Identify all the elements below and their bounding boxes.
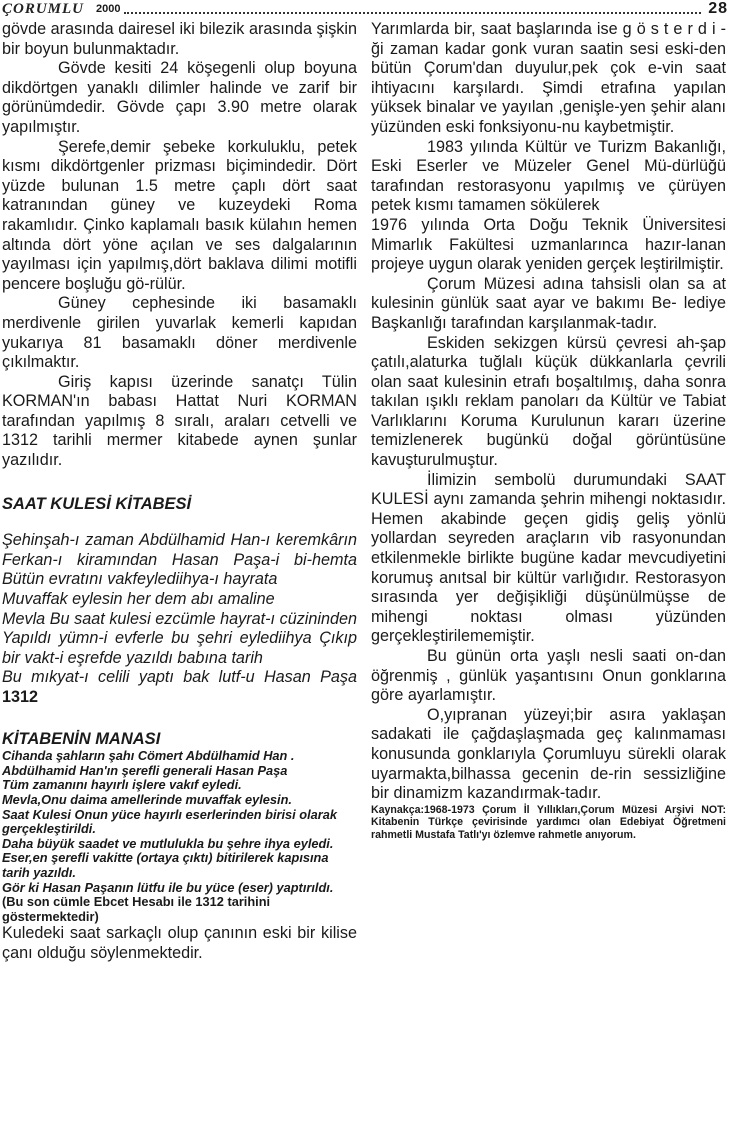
- manas-line: Mevla,Onu daima amellerinde muvaffak eylesin.: [2, 791, 292, 807]
- page-header: [0, 0, 731, 20]
- body-paragraph: İlimizin sembolü durumundaki SAAT KULESİ aynı zamanda şehrin mihengi noktasıdır. Hemen akabinde geçen gidiş geliş yönlü yollardan seyreden araçların vib rasyonundan etkilenmekle birlikte bugüne kadar mevcudiyetini korumuş anıtsal bir kültür varlığıdır. Restorasyon sırasında yer değişikliği düşünülmüşse de mihengi noktası olması yüzünden gerçekleştirilememiştir.: [371, 470, 726, 646]
- body-paragraph: Çorum Müzesi adına tahsisli olan sa at kulesinin günlük saat ayar ve bakımı Be- lediye Başkanlığı tarafından karşılanmak-tadır.: [371, 274, 726, 332]
- manas-line: Saat Kulesi Onun yüce hayırlı eserlerinden birisi olarak gerçekleştirildi.: [2, 806, 337, 837]
- body-paragraph: Eskiden sekizgen kürsü çevresi ah-şap çatılı,alaturka tuğlalı küçük dükkanlarla çevrili olan saat kulesinin etrafı boşaltılmış, daha sonra takılan ışıklı reklam panoları da Kültür ve Tabiat Varlıklarını Koruma Kurulunun kararı üzerine temizlenerek bugünkü doğal görüntüsüne kavuşturulmuştur.: [371, 333, 726, 470]
- kitabe-text: [2, 531, 357, 707]
- body-paragraph: Güney cephesinde iki basamaklı merdivenle girilen yuvarlak kemerli kapıdan yukarıya 81 basamaklı döner merdivenle çıkılmaktır.: [2, 294, 357, 372]
- manas-line: Tüm zamanını hayırlı işlere vakıf eyledi.: [2, 777, 242, 793]
- closing-paragraph: Kuledeki saat sarkaçlı olup çanının eski bir kilise çanı olduğu söylenmektedir.: [2, 924, 357, 962]
- manas-line: Abdülhamid Han'ın şerefli generali Hasan Paşa: [2, 762, 288, 778]
- right-column: [371, 20, 726, 842]
- kitabe-heading: SAAT KULESİ KİTABESİ: [2, 494, 192, 513]
- manas-line: Cihanda şahların şahı Cömert Abdülhamid Han .: [2, 748, 295, 764]
- source-text: Kaynakça:1968-1973 Çorum İl Yıllıkları,Çorum Müzesi Arşivi NOT: Kitabenin Türkçe çevirisinde yardımcı olan Edebiyat Öğretmeni rahmetli Mustafa Tatlı'yı özlemve rahmetle anıyorum.: [371, 803, 726, 841]
- body-paragraph: 1976 yılında Orta Doğu Teknik Üniversitesi Mimarlık Fakültesi uzmanlarınca hazır-lanan projeye uygun olarak yeniden gerçek leştirilmiştir.: [371, 215, 726, 274]
- body-paragraph: Şerefe,demir şebeke korkuluklu, petek kısmı dikdörtgenler prizması biçimindedir. Dört yüzde bulunan 1.5 metre çaplı dört saat katranından güney ve kuzeydeki Roma rakamlıdır. Çinko kaplamalı basık külahın hemen altında dört yöne açılan ve ses dalgalarının yayılması için yapılmış,dört baklava dilimi motifli pencere boşluğu gö-rülür.: [2, 137, 357, 293]
- body-paragraph: gövde arasında dairesel iki bilezik arasında şişkin bir boyun bulunmaktadır.: [2, 20, 357, 58]
- issue-year: 2000: [96, 3, 121, 15]
- magazine-logo: ÇORUMLU: [2, 1, 85, 17]
- manas-line: Eser,en şerefli vakitte (ortaya çıktı) bitirilerek kapısına tarih yazıldı.: [2, 850, 329, 880]
- body-paragraph: Yarımlarda bir, saat başlarında ise g ö s t e r d i - ği zaman kadar gonk vuran saatin sesi eski-den bütün Çorum'dan duyulur,pek çok e-vin saat ihtiyacını karşılardı. Şimdi etrafına yapılan yüksek binalar ve yayılan ,genişle-yen şehir alanı yüzünden eski fonksiyonu-nu kaybetmiştir.: [371, 20, 726, 136]
- header-dotted-rule: [124, 12, 701, 14]
- body-paragraph: Bu günün orta yaşlı nesli saati on-dan öğrenmiş , günlük yaşantısını Onun gonklarına göre ayarlamıştır.: [371, 647, 726, 705]
- body-paragraph: 1983 yılında Kültür ve Turizm Bakanlığı, Eski Eserler ve Müzeler Genel Mü-dürlüğü tarafından restorasyonu yapılmış ve çürüyen petek kısmı tamamen sökülerek: [371, 137, 726, 215]
- kitabe-line: Şehinşah-ı zaman Abdülhamid Han-ı keremkârın Ferkan-ı kiramından Hasan Paşa-i bi-hemta Bütün evratını vakfeylediihya-ı hayrata: [2, 531, 357, 589]
- body-paragraph: O,yıpranan yüzeyi;bir asıra yaklaşan sadakati ile çağdaşlaşmada geç kalınmaması konusunda gonklarıyla Çorumluyu sürekli olarak uyarmakta,bilhassa gecenin de-rin sessizliğine bir dinamizm kazandırmak-tadır.: [371, 705, 726, 803]
- manas-line: Daha büyük saadet ve mutlulukla bu şehre ihya eyledi.: [2, 835, 334, 851]
- manas-line: Gör ki Hasan Paşanın lütfu ile bu yüce (eser) yaptırıldı.: [2, 879, 334, 895]
- left-column: [2, 20, 357, 964]
- source-note: [371, 804, 726, 842]
- manas-note: (Bu son cümle Ebcet Hesabı ile 1312 tarihini göstermektedir): [2, 894, 271, 924]
- manas-list: [2, 749, 357, 924]
- body-paragraph: Giriş kapısı üzerinde sanatçı Tülin KORMAN'ın babası Hattat Nuri KORMAN tarafından yapılmış 8 sıralı, araları cetvelli ve 1312 tarihli mermer kitabede aynen şunlar yazılıdır.: [2, 372, 357, 470]
- manas-heading: KİTABENİN MANASI: [2, 729, 161, 748]
- kitabe-line: Muvaffak eylesin her dem abı amaline: [2, 590, 275, 609]
- kitabe-last-line: Bu mıkyat-ı celili yaptı bak lutf-u Hasan Paşa: [2, 668, 357, 687]
- kitabe-year: 1312: [2, 688, 39, 706]
- page-number: 28: [708, 0, 728, 17]
- body-paragraph: Gövde kesiti 24 köşegenli olup boyuna dikdörtgen yanaklı dilimler halinde ve zarif bir görünümdedir. Gövde çapı 3.90 metre olarak yapılmıştır.: [2, 59, 357, 136]
- kitabe-line: Mevla Bu saat kulesi ezcümle hayrat-ı cüzininden Yapıldı yümn-i evferle bu şehri eylediihya Çıkıp bir vakt-i eşrefde yazıldı babına tarih: [2, 609, 357, 667]
- kitabe-line: [2, 668, 357, 707]
